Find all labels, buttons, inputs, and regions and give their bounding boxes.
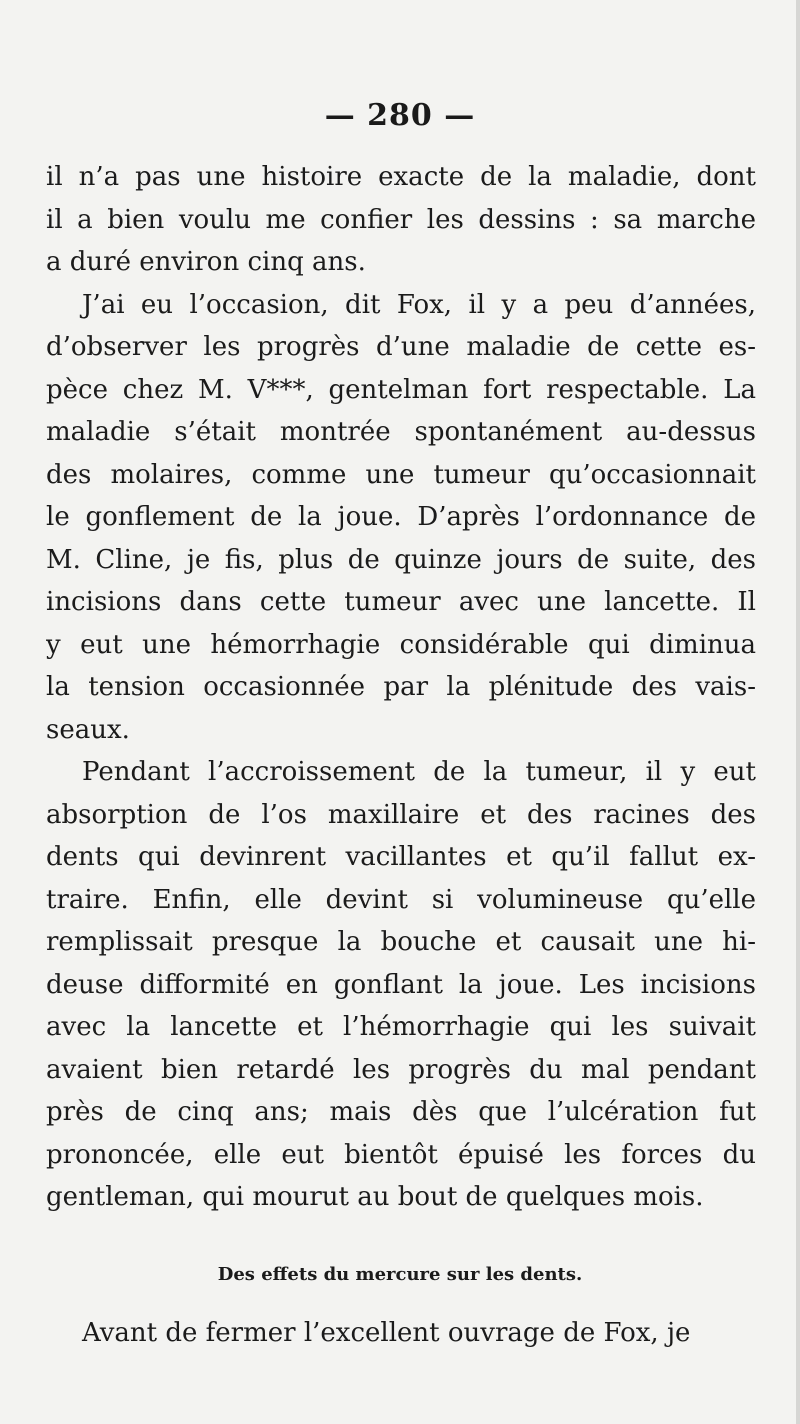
text-line: près de cinq ans; mais dès que l’ulcération fut (46, 1097, 756, 1127)
text-line: gentleman, qui mourut au bout de quelques mois. (46, 1182, 704, 1212)
text-line: y eut une hémorrhagie considérable qui diminua (46, 629, 756, 660)
text-line: M. Cline, je fis, plus de quinze jours de suite, des (46, 544, 756, 575)
text-line: deuse difformité en gonflant la joue. Les incisions (46, 969, 756, 1000)
page-number: — 280 — (324, 98, 476, 133)
text-line: il a bien voulu me confier les dessins : sa marche (46, 204, 756, 235)
closing-line (46, 1312, 756, 1355)
text-line: seaux. (46, 714, 130, 745)
text-line: J’ai eu l’occasion, dit Fox, il y a peu d’années, (82, 289, 756, 320)
section-heading: Des effets du mercure sur les dents. (217, 1264, 583, 1285)
text-line: remplissait presque la bouche et causait une hi- (46, 927, 756, 957)
body-text (46, 156, 756, 1219)
text-line: Avant de fermer l’excellent ouvrage de Fox, je (82, 1318, 691, 1348)
text-line: des molaires, comme une tumeur qu’occasionnait (46, 459, 756, 490)
text-line: avaient bien retardé les progrès du mal pendant (46, 1054, 756, 1085)
text-line: traire. Enfin, elle devint si volumineuse qu’elle (46, 884, 756, 915)
text-line: la tension occasionnée par la plénitude des vais- (46, 672, 756, 702)
text-line: dents qui devinrent vacillantes et qu’il fallut ex- (46, 842, 756, 872)
text-line: incisions dans cette tumeur avec une lancette. Il (46, 587, 756, 617)
text-line: il n’a pas une histoire exacte de la maladie, dont (46, 162, 756, 192)
text-line: prononcée, elle eut bientôt épuisé les forces du (46, 1139, 756, 1170)
paragraph (46, 284, 756, 752)
text-line: absorption de l’os maxillaire et des racines des (46, 799, 756, 830)
paragraph (46, 156, 756, 284)
text-line: pèce chez M. V***, gentelman fort respectable. La (46, 374, 756, 405)
text-line: d’observer les progrès d’une maladie de cette es- (46, 332, 756, 362)
text-line: Pendant l’accroissement de la tumeur, il y eut (82, 757, 756, 787)
text-line: le gonflement de la joue. D’après l’ordonnance de (46, 502, 756, 532)
text-line: a duré environ cinq ans. (46, 247, 366, 277)
paragraph (46, 751, 756, 1219)
text-line: maladie s’était montrée spontanément au-dessus (46, 417, 756, 447)
text-line: avec la lancette et l’hémorrhagie qui les suivait (46, 1012, 756, 1042)
